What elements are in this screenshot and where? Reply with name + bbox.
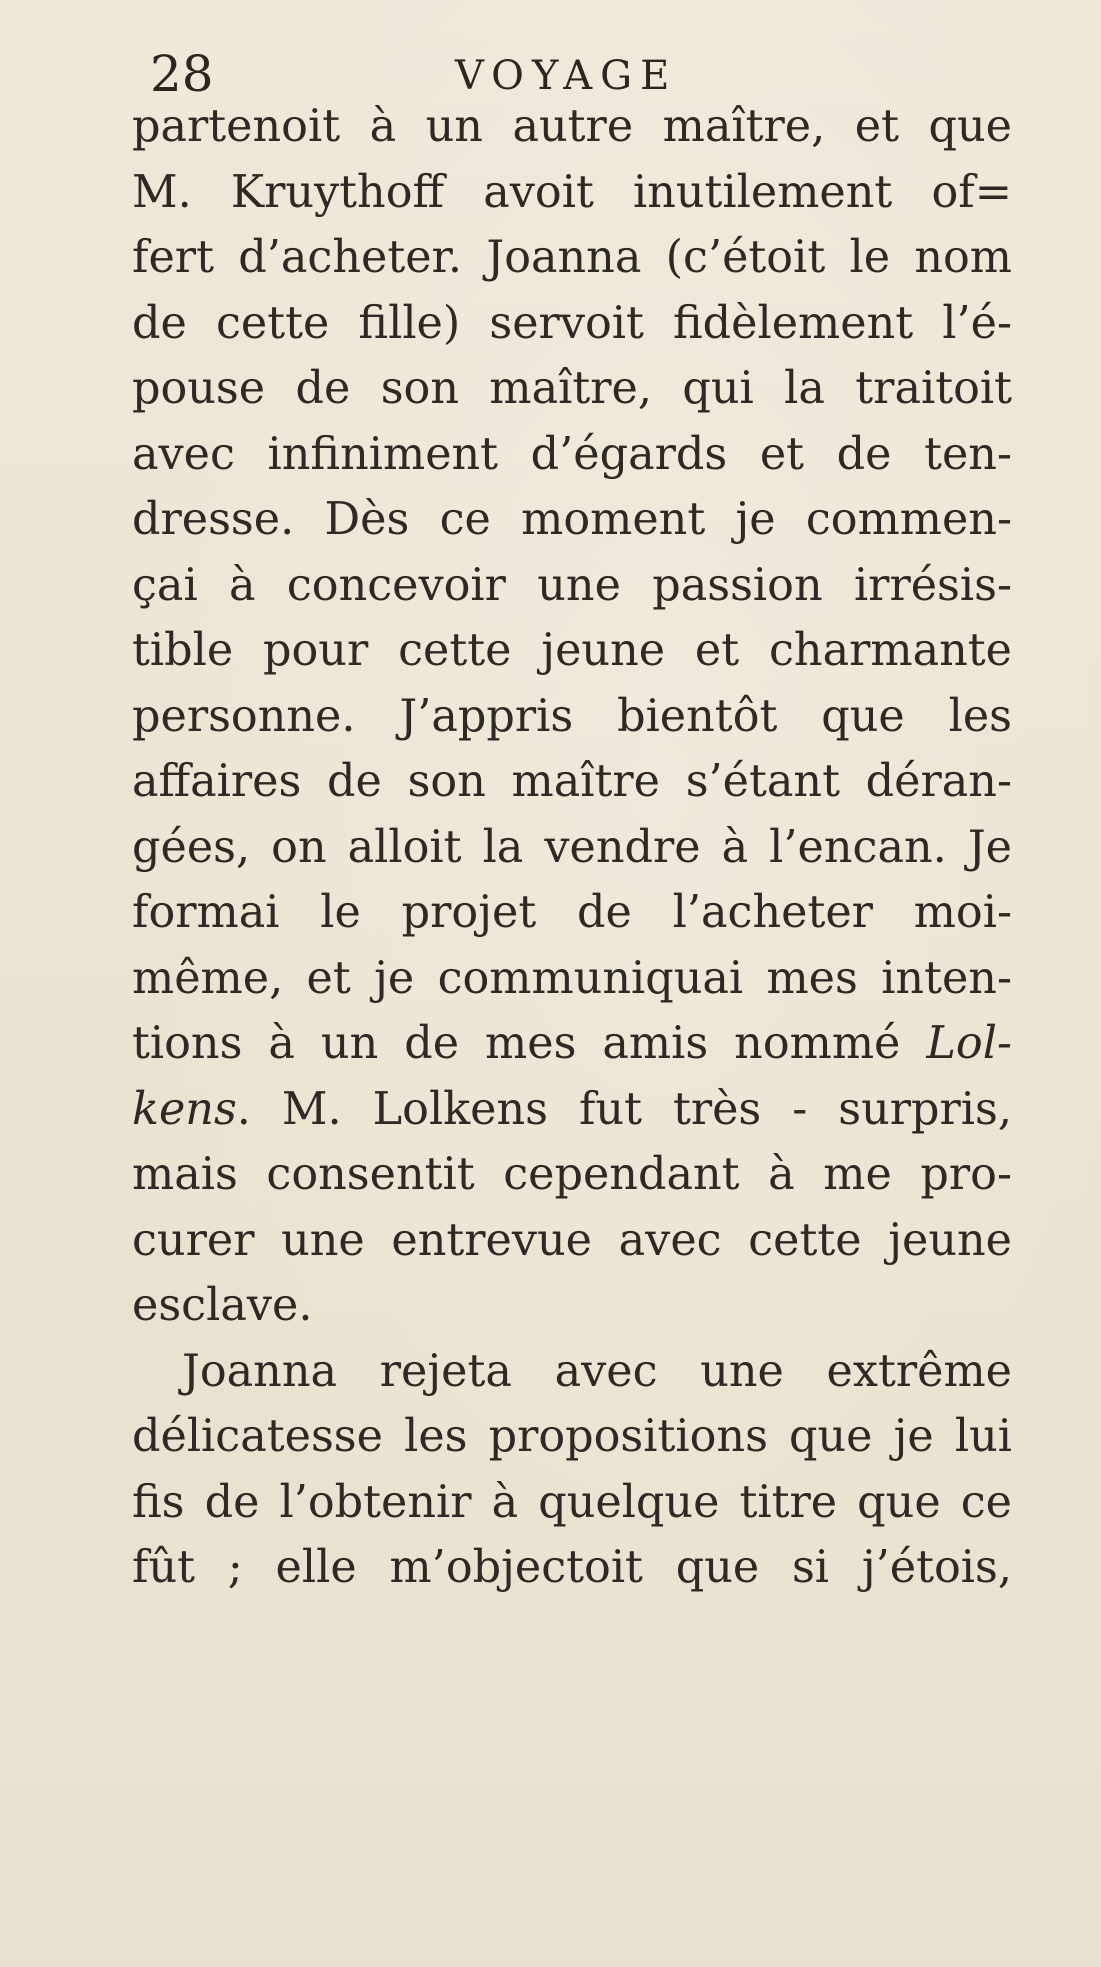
text-line: dresse. Dès ce moment je commen- — [132, 494, 1012, 545]
text-line: pouse de son maître, qui la traitoit — [132, 363, 1012, 414]
text-line: affaires de son maître s’étant déran- — [132, 756, 1012, 807]
text-line: fert d’acheter. Joanna (c’étoit le nom — [132, 232, 1012, 283]
text-line: mais consentit cependant à me pro- — [132, 1149, 1012, 1200]
text-line: fût ; elle m’objectoit que si j’étois, — [132, 1542, 1012, 1593]
page-number: 28 — [150, 45, 214, 103]
running-title: VOYAGE — [455, 53, 678, 99]
text-line: avec infiniment d’égards et de ten- — [132, 428, 1012, 480]
text-line: gées, on alloit la vendre à l’encan. Je — [132, 821, 1012, 873]
text-line: même, et je communiquai mes inten- — [132, 952, 1012, 1004]
text-line: M. Kruythoff avoit inutilement of= — [132, 166, 1012, 218]
text-line: curer une entrevue avec cette jeune — [132, 1214, 1012, 1266]
text-segment: . M. Lolkens fut très - surpris, — [236, 1083, 1012, 1135]
text-line: fis de l’obtenir à quelque titre que ce — [132, 1476, 1012, 1528]
text-line: personne. J’appris bientôt que les — [132, 690, 1012, 742]
text-line: de cette fille) servoit fidèlement l’é- — [132, 297, 1012, 349]
page-header — [150, 30, 1020, 103]
paragraph-first-line: Joanna rejeta avec une extrême — [182, 1345, 1012, 1397]
text-line: formai le projet de l’acheter moi- — [132, 887, 1012, 938]
text-line: tible pour cette jeune et charmante — [132, 625, 1012, 676]
text-line-with-italic — [132, 1011, 1012, 1077]
italic-name-part: kens — [132, 1083, 237, 1135]
text-line-with-italic — [132, 1077, 1012, 1143]
text-line: partenoit à un autre maître, et que — [132, 101, 1012, 152]
text-line: esclave. — [132, 1280, 313, 1331]
body-text — [132, 94, 1012, 1601]
text-segment: tions à un de mes amis nommé — [132, 1018, 901, 1069]
text-line: délicatesse les propositions que je lui — [132, 1411, 1012, 1462]
text-line: çai à concevoir une passion irrésis- — [132, 559, 1012, 611]
italic-name-part: Lol- — [926, 1018, 1012, 1069]
